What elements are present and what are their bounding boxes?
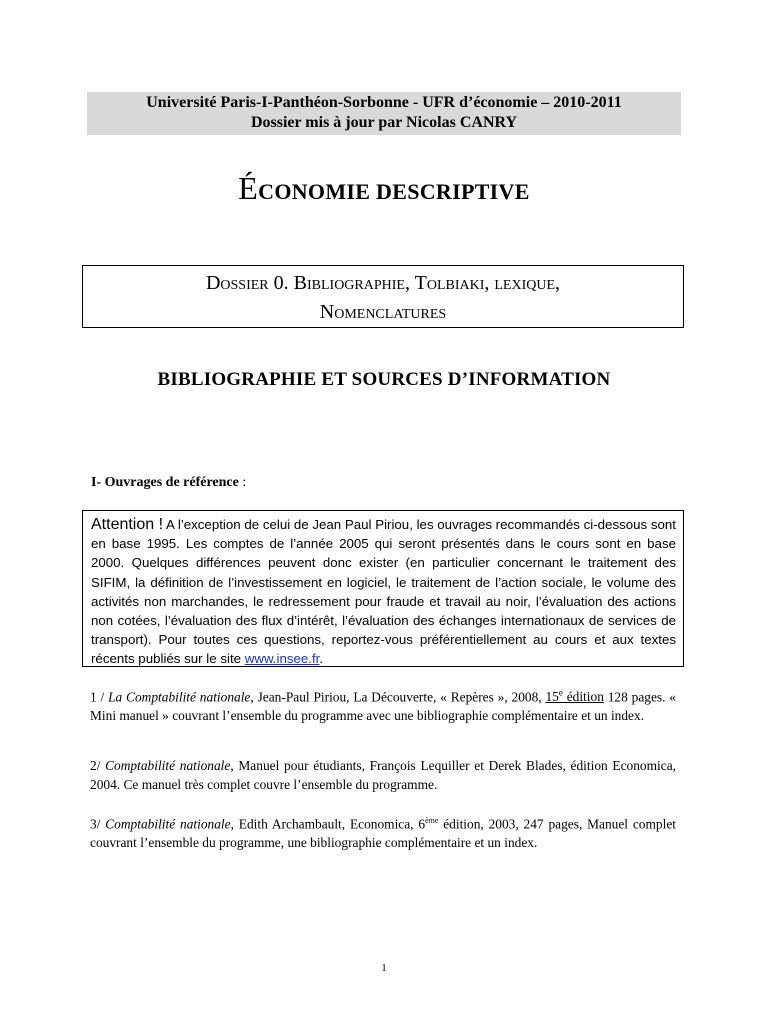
ref-2-title: Comptabilité nationale: [105, 758, 231, 773]
attention-text: A l’exception de celui de Jean Paul Piriou, les ouvrages recommandés ci-dessous sont en base 1995. Les comptes de l’année 2005 qui seront présentés dans le cours sont en base 2000. Quelques différences peuvent donc exister (en particulier concernant le traitement des SIFIM, la définition de l’investissement en logiciel, le traitement de l’action sociale, le volume des activités non marchandes, le redressement pour fraude et travail au noir, l’évaluation des actions non cotées, l’évaluation des flux d’intérêt, l’évaluation des échanges internationaux de services de transport). Pour toutes ces questions, reportez-vous préférentiellement au cours et aux textes récents publiés sur le site: [91, 517, 677, 667]
header-line-1: Université Paris-I-Panthéon-Sorbonne - UFR d’économie – 2010-2011: [146, 94, 622, 111]
reference-item-2: [90, 757, 676, 794]
dossier-line-2: Nomenclatures: [319, 301, 447, 323]
ref-1-edition: [545, 689, 603, 704]
dossier-title-box: [82, 265, 684, 328]
ref-1-title: La Comptabilité nationale: [108, 689, 251, 705]
reference-item-3: [90, 812, 676, 852]
ref-2-num: 2/: [90, 758, 106, 773]
ref-1-num: 1 /: [90, 689, 109, 705]
title-initial: É: [238, 170, 259, 206]
ref-1-edition-num: 15: [545, 689, 559, 705]
section-title-part2: ET SOURCES D’INFORMATION: [316, 369, 611, 390]
reference-item-1: [90, 684, 676, 725]
ref-3-num: 3/: [90, 816, 106, 832]
attention-lead: Attention !: [91, 516, 164, 533]
header-line-2: Dossier mis à jour par Nicolas CANRY: [250, 114, 518, 131]
ref-3-title: Comptabilité nationale: [105, 816, 231, 832]
attention-end: .: [319, 651, 324, 667]
ref-1-edition-word: édition: [562, 689, 604, 705]
attention-note-box: [82, 510, 684, 667]
page-title: [0, 170, 768, 207]
ref-1-edition-sup: e: [558, 688, 563, 698]
dossier-line-1: Dossier 0. Bibliographie, Tolbiaki, lexique,: [205, 272, 561, 294]
insee-link[interactable]: www.insee.fr: [244, 651, 320, 667]
subheading-ouvrages: [91, 475, 246, 491]
subheading-suffix: :: [238, 475, 247, 490]
subheading-label: I- Ouvrages de référence: [91, 475, 239, 490]
ref-1-rest: 128 pages. « Mini manuel » couvrant l’ensemble du programme avec une bibliographie complémentaire et un index.: [90, 689, 676, 723]
page-number: 1: [381, 962, 387, 974]
title-rest: CONOMIE DESCRIPTIVE: [258, 179, 530, 204]
ref-2-text: , Manuel pour étudiants, François Lequiller et Derek Blades, édition Economica, 2004. Ce manuel très complet couvre l’ensemble du programme.: [90, 758, 676, 792]
ref-1-text: , Jean-Paul Piriou, La Découverte, « Repères », 2008,: [250, 689, 546, 705]
university-header: [87, 92, 681, 135]
ref-3-rest: édition, 2003, 247 pages, Manuel complet couvrant l’ensemble du programme, une bibliographie complémentaire et un index.: [90, 816, 676, 850]
section-title-part1: BIBLIOGRAPHIE: [157, 369, 317, 390]
section-title: [0, 369, 768, 391]
ref-3-sup: ème: [425, 816, 439, 825]
ref-3-text: , Edith Archambault, Economica, 6: [230, 816, 426, 832]
